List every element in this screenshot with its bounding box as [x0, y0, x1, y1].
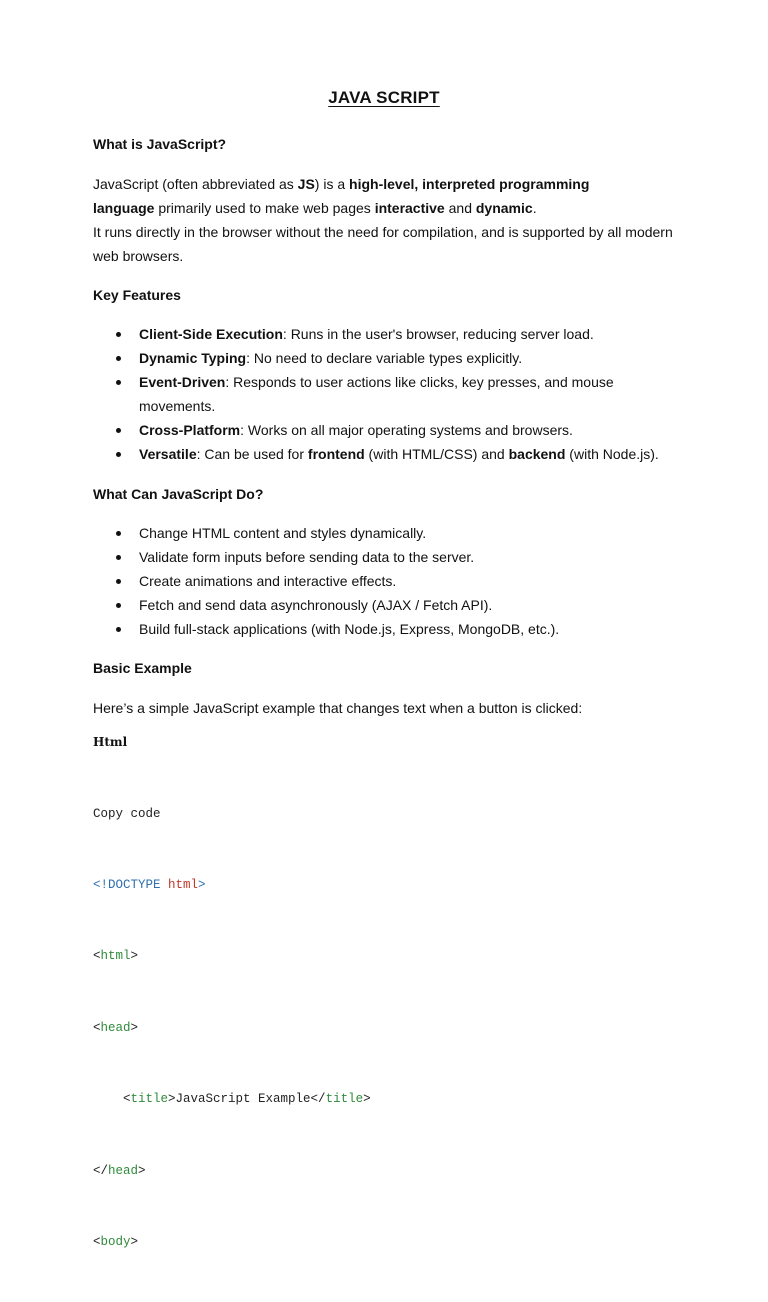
intro-paragraph — [93, 172, 675, 268]
feature-text: (with Node.js). — [565, 446, 659, 462]
feature-text: : Can be used for — [196, 446, 308, 462]
code-line — [93, 1231, 371, 1255]
bold-span: dynamic — [475, 200, 533, 216]
feature-text: : Works on all major operating systems and browsers. — [240, 422, 573, 438]
code-token: > — [363, 1092, 371, 1107]
bold-span: frontend — [307, 446, 365, 462]
list-item: Validate form inputs before sending data to the server. — [93, 545, 675, 569]
feature-name: Client-Side Execution — [139, 326, 283, 342]
feature-name: Cross-Platform — [139, 422, 241, 438]
text-span: ) is a — [314, 176, 350, 192]
runs-paragraph: It runs directly in the browser without the need for compilation, and is supported by all modern web browsers. — [93, 224, 673, 264]
list-item: Fetch and send data asynchronously (AJAX / Fetch API). — [93, 593, 675, 617]
bold-span: high-level, interpreted programming — [349, 176, 590, 192]
code-line — [93, 874, 371, 898]
code-token: head — [100, 1020, 131, 1035]
feature-name: Dynamic Typing — [139, 350, 247, 366]
list-item — [93, 346, 675, 370]
copy-code-label: Copy code — [93, 806, 161, 821]
section-heading-what-is: What is JavaScript? — [93, 136, 227, 152]
list-item — [93, 442, 675, 466]
section-heading-what-can-do: What Can JavaScript Do? — [93, 486, 264, 502]
text-span: . — [532, 200, 537, 216]
text-span: primarily used to make web pages — [154, 200, 375, 216]
section-heading-key-features: Key Features — [93, 287, 181, 303]
bold-span: JS — [297, 176, 315, 192]
feature-name: Event-Driven — [139, 374, 226, 390]
bold-span: language — [93, 200, 155, 216]
feature-name: Versatile — [139, 446, 197, 462]
code-block — [93, 755, 371, 1302]
example-intro: Here’s a simple JavaScript example that changes text when a button is clicked: — [93, 700, 583, 716]
code-token: > — [138, 1163, 146, 1178]
capabilities-list — [93, 521, 675, 641]
list-item: Create animations and interactive effects. — [93, 569, 675, 593]
code-line — [93, 1017, 371, 1041]
list-item — [93, 370, 675, 418]
list-item — [93, 418, 675, 442]
code-token: < — [93, 949, 101, 964]
code-token: title — [325, 1092, 364, 1107]
feature-text: : Runs in the user's browser, reducing server load. — [282, 326, 594, 342]
key-features-list — [93, 322, 675, 466]
code-token: <!DOCTYPE — [93, 877, 169, 892]
list-item: Change HTML content and styles dynamically. — [93, 521, 675, 545]
code-token: body — [100, 1234, 131, 1249]
code-token: > — [130, 1020, 139, 1035]
code-token: html — [168, 877, 199, 892]
code-token: < — [93, 1234, 101, 1249]
list-item: Build full-stack applications (with Node.js, Express, MongoDB, etc.). — [93, 617, 675, 641]
code-token: title — [130, 1092, 169, 1107]
code-line — [93, 1088, 371, 1112]
feature-text: (with HTML/CSS) and — [364, 446, 509, 462]
feature-text: : Responds to user actions like clicks, key presses, and mouse movements. — [139, 374, 614, 414]
text-span: JavaScript (often abbreviated as — [93, 176, 298, 192]
code-token: < — [93, 1092, 131, 1107]
code-token: > — [130, 1234, 139, 1249]
code-language-label: Html — [93, 735, 128, 749]
document-title: JAVA SCRIPT — [328, 88, 440, 107]
code-token: html — [100, 949, 131, 964]
feature-text: : No need to declare variable types explicitly. — [246, 350, 523, 366]
code-token: < — [93, 1020, 101, 1035]
section-heading-basic-example: Basic Example — [93, 660, 192, 676]
code-line — [93, 1160, 371, 1184]
text-span: and — [444, 200, 476, 216]
bold-span: backend — [508, 446, 566, 462]
list-item — [93, 322, 675, 346]
code-token: > — [130, 949, 139, 964]
bold-span: interactive — [374, 200, 445, 216]
code-token: > — [198, 877, 206, 892]
code-line — [93, 945, 371, 969]
code-token: </ — [93, 1163, 109, 1178]
code-token: head — [108, 1163, 139, 1178]
code-token: >JavaScript Example</ — [168, 1092, 326, 1107]
